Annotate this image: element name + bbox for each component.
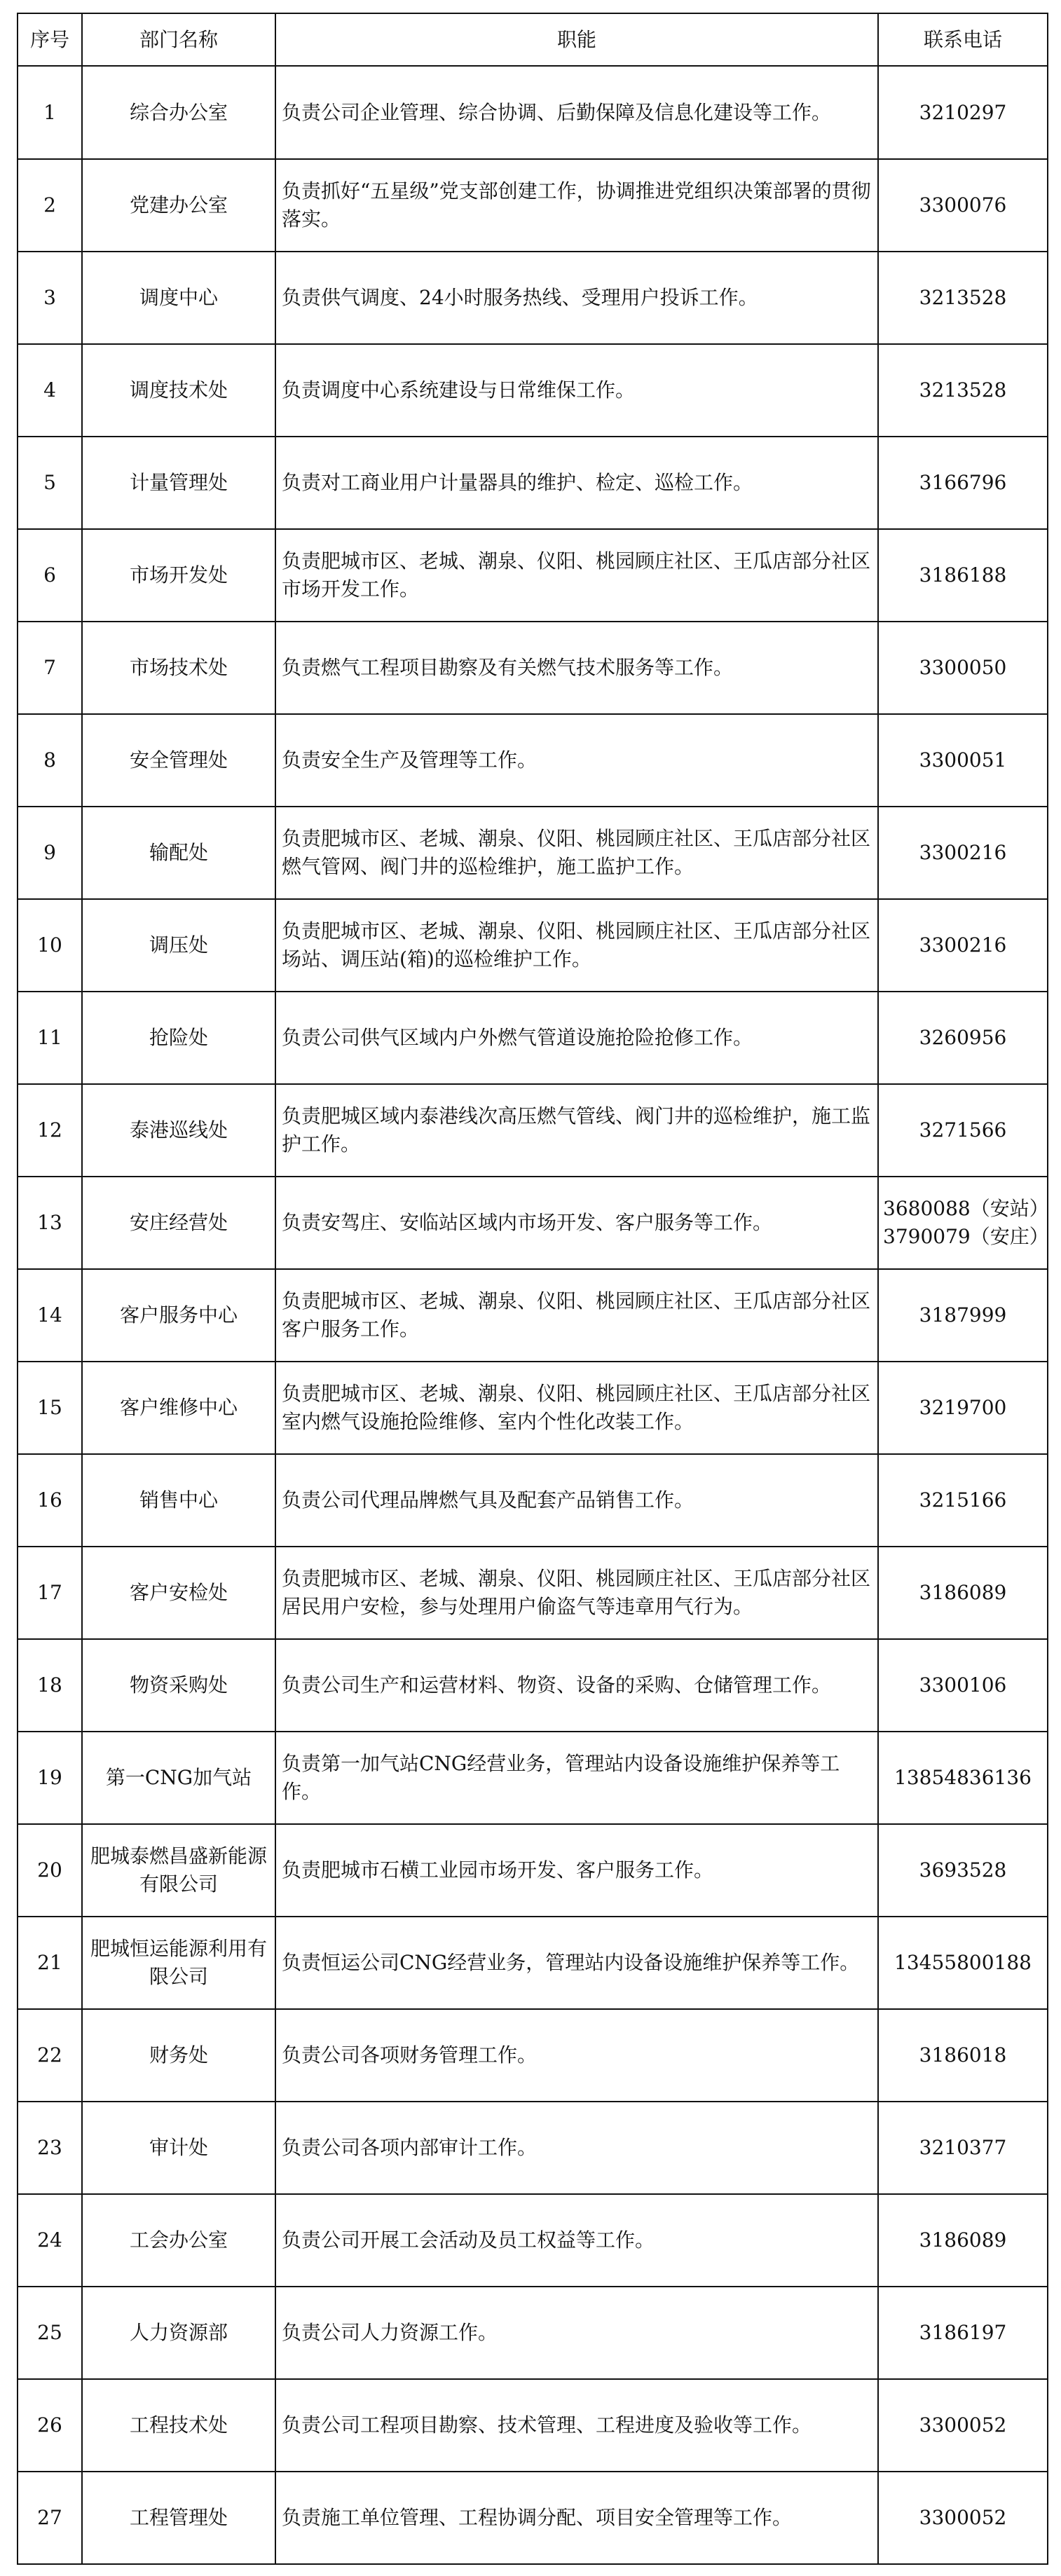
row-duty: 负责公司企业管理、综合协调、后勤保障及信息化建设等工作。 [275,66,878,159]
row-department: 工程技术处 [82,2379,275,2472]
row-duty: 负责施工单位管理、工程协调分配、项目安全管理等工作。 [275,2472,878,2564]
row-index: 26 [18,2379,82,2472]
row-duty: 负责肥城市区、老城、潮泉、仪阳、桃园顾庄社区、王瓜店部分社区室内燃气设施抢险维修、室内个性化改装工作。 [275,1362,878,1454]
row-index: 6 [18,529,82,622]
row-index: 21 [18,1917,82,2009]
row-phone: 3187999 [878,1269,1048,1362]
row-phone [878,1177,1048,1269]
row-index: 19 [18,1732,82,1824]
row-index: 3 [18,252,82,344]
row-department: 客户服务中心 [82,1269,275,1362]
row-index: 15 [18,1362,82,1454]
row-phone: 3300106 [878,1639,1048,1732]
row-index: 16 [18,1454,82,1547]
table-row [18,1824,1048,1917]
table-row [18,2472,1048,2564]
table-row [18,2009,1048,2102]
row-duty: 负责调度中心系统建设与日常维保工作。 [275,344,878,437]
table-row [18,159,1048,252]
table-row [18,1917,1048,2009]
row-duty: 负责公司工程项目勘察、技术管理、工程进度及验收等工作。 [275,2379,878,2472]
row-department: 安庄经营处 [82,1177,275,1269]
row-phone: 3300050 [878,622,1048,714]
table-row [18,437,1048,529]
table-row [18,1269,1048,1362]
row-duty: 负责肥城市区、老城、潮泉、仪阳、桃园顾庄社区、王瓜店部分社区居民用户安检，参与处理用户偷盗气等违章用气行为。 [275,1547,878,1639]
row-department: 党建办公室 [82,159,275,252]
row-index: 23 [18,2102,82,2194]
row-duty: 负责公司代理品牌燃气具及配套产品销售工作。 [275,1454,878,1547]
row-phone: 3300216 [878,899,1048,992]
row-duty: 负责肥城市区、老城、潮泉、仪阳、桃园顾庄社区、王瓜店部分社区燃气管网、阀门井的巡检维护，施工监护工作。 [275,807,878,899]
table-row [18,2287,1048,2379]
table-row [18,344,1048,437]
row-index: 17 [18,1547,82,1639]
row-duty: 负责安驾庄、安临站区域内市场开发、客户服务等工作。 [275,1177,878,1269]
table-row [18,992,1048,1084]
row-department: 物资采购处 [82,1639,275,1732]
table-row [18,899,1048,992]
row-department: 综合办公室 [82,66,275,159]
row-phone: 3260956 [878,992,1048,1084]
row-department: 调压处 [82,899,275,992]
table-row [18,1362,1048,1454]
department-table-container [17,13,1047,2565]
row-duty: 负责对工商业用户计量器具的维护、检定、巡检工作。 [275,437,878,529]
table-row [18,1732,1048,1824]
table-row [18,714,1048,807]
row-duty: 负责安全生产及管理等工作。 [275,714,878,807]
row-duty: 负责肥城市石横工业园市场开发、客户服务工作。 [275,1824,878,1917]
row-department: 泰港巡线处 [82,1084,275,1177]
row-duty: 负责公司供气区域内户外燃气管道设施抢险抢修工作。 [275,992,878,1084]
row-duty: 负责肥城市区、老城、潮泉、仪阳、桃园顾庄社区、王瓜店部分社区客户服务工作。 [275,1269,878,1362]
row-phone: 3300216 [878,807,1048,899]
row-duty: 负责第一加气站CNG经营业务，管理站内设备设施维护保养等工作。 [275,1732,878,1824]
row-phone: 3186018 [878,2009,1048,2102]
table-row [18,622,1048,714]
row-phone-line: 3790079（安庄） [883,1225,1049,1248]
row-phone: 3186089 [878,1547,1048,1639]
row-duty: 负责恒运公司CNG经营业务，管理站内设备设施维护保养等工作。 [275,1917,878,2009]
row-phone: 3213528 [878,344,1048,437]
row-index: 25 [18,2287,82,2379]
row-duty: 负责肥城市区、老城、潮泉、仪阳、桃园顾庄社区、王瓜店部分社区场站、调压站(箱)的巡检维护工作。 [275,899,878,992]
row-department: 调度中心 [82,252,275,344]
table-row [18,1177,1048,1269]
row-duty: 负责公司生产和运营材料、物资、设备的采购、仓储管理工作。 [275,1639,878,1732]
row-index: 7 [18,622,82,714]
row-index: 8 [18,714,82,807]
row-phone: 3166796 [878,437,1048,529]
row-phone: 3215166 [878,1454,1048,1547]
row-phone: 3210297 [878,66,1048,159]
row-phone: 3186089 [878,2194,1048,2287]
row-duty: 负责抓好“五星级”党支部创建工作，协调推进党组织决策部署的贯彻落实。 [275,159,878,252]
row-department: 工程管理处 [82,2472,275,2564]
row-phone: 3219700 [878,1362,1048,1454]
row-index: 1 [18,66,82,159]
row-index: 27 [18,2472,82,2564]
header-index: 序号 [18,13,82,66]
row-index: 13 [18,1177,82,1269]
table-header-row [18,13,1048,66]
row-department: 客户维修中心 [82,1362,275,1454]
row-phone: 13854836136 [878,1732,1048,1824]
row-duty: 负责公司各项内部审计工作。 [275,2102,878,2194]
row-phone: 3693528 [878,1824,1048,1917]
row-department: 调度技术处 [82,344,275,437]
header-phone: 联系电话 [878,13,1048,66]
row-index: 14 [18,1269,82,1362]
table-row [18,529,1048,622]
row-index: 2 [18,159,82,252]
row-duty: 负责供气调度、24小时服务热线、受理用户投诉工作。 [275,252,878,344]
table-row [18,66,1048,159]
table-row [18,2102,1048,2194]
row-phone: 3210377 [878,2102,1048,2194]
row-duty: 负责肥城市区、老城、潮泉、仪阳、桃园顾庄社区、王瓜店部分社区市场开发工作。 [275,529,878,622]
row-index: 12 [18,1084,82,1177]
row-index: 11 [18,992,82,1084]
row-phone-line: 3680088（安站） [883,1197,1049,1220]
row-index: 24 [18,2194,82,2287]
row-index: 22 [18,2009,82,2102]
row-department: 市场开发处 [82,529,275,622]
row-index: 10 [18,899,82,992]
row-duty: 负责公司人力资源工作。 [275,2287,878,2379]
row-phone: 3213528 [878,252,1048,344]
row-department: 计量管理处 [82,437,275,529]
row-phone: 3300076 [878,159,1048,252]
row-department: 抢险处 [82,992,275,1084]
row-phone: 3186188 [878,529,1048,622]
row-department: 输配处 [82,807,275,899]
row-phone: 3186197 [878,2287,1048,2379]
row-department: 第一CNG加气站 [82,1732,275,1824]
table-row [18,1639,1048,1732]
row-department: 肥城恒运能源利用有限公司 [82,1917,275,2009]
table-row [18,807,1048,899]
row-duty: 负责公司开展工会活动及员工权益等工作。 [275,2194,878,2287]
department-table [17,13,1048,2565]
row-phone: 13455800188 [878,1917,1048,2009]
row-phone: 3300052 [878,2472,1048,2564]
row-department: 肥城泰燃昌盛新能源有限公司 [82,1824,275,1917]
row-duty: 负责肥城区域内泰港线次高压燃气管线、阀门井的巡检维护，施工监护工作。 [275,1084,878,1177]
table-row [18,1454,1048,1547]
row-index: 18 [18,1639,82,1732]
row-index: 4 [18,344,82,437]
header-department: 部门名称 [82,13,275,66]
row-department: 市场技术处 [82,622,275,714]
row-phone: 3300052 [878,2379,1048,2472]
row-duty: 负责燃气工程项目勘察及有关燃气技术服务等工作。 [275,622,878,714]
table-row [18,1084,1048,1177]
row-department: 财务处 [82,2009,275,2102]
row-index: 20 [18,1824,82,1917]
header-duty: 职能 [275,13,878,66]
row-duty: 负责公司各项财务管理工作。 [275,2009,878,2102]
row-department: 工会办公室 [82,2194,275,2287]
table-row [18,1547,1048,1639]
table-body [18,66,1048,2564]
row-department: 审计处 [82,2102,275,2194]
row-index: 9 [18,807,82,899]
table-row [18,2194,1048,2287]
row-department: 安全管理处 [82,714,275,807]
table-row [18,252,1048,344]
row-phone: 3300051 [878,714,1048,807]
row-department: 人力资源部 [82,2287,275,2379]
row-index: 5 [18,437,82,529]
row-phone: 3271566 [878,1084,1048,1177]
table-row [18,2379,1048,2472]
row-department: 客户安检处 [82,1547,275,1639]
row-department: 销售中心 [82,1454,275,1547]
